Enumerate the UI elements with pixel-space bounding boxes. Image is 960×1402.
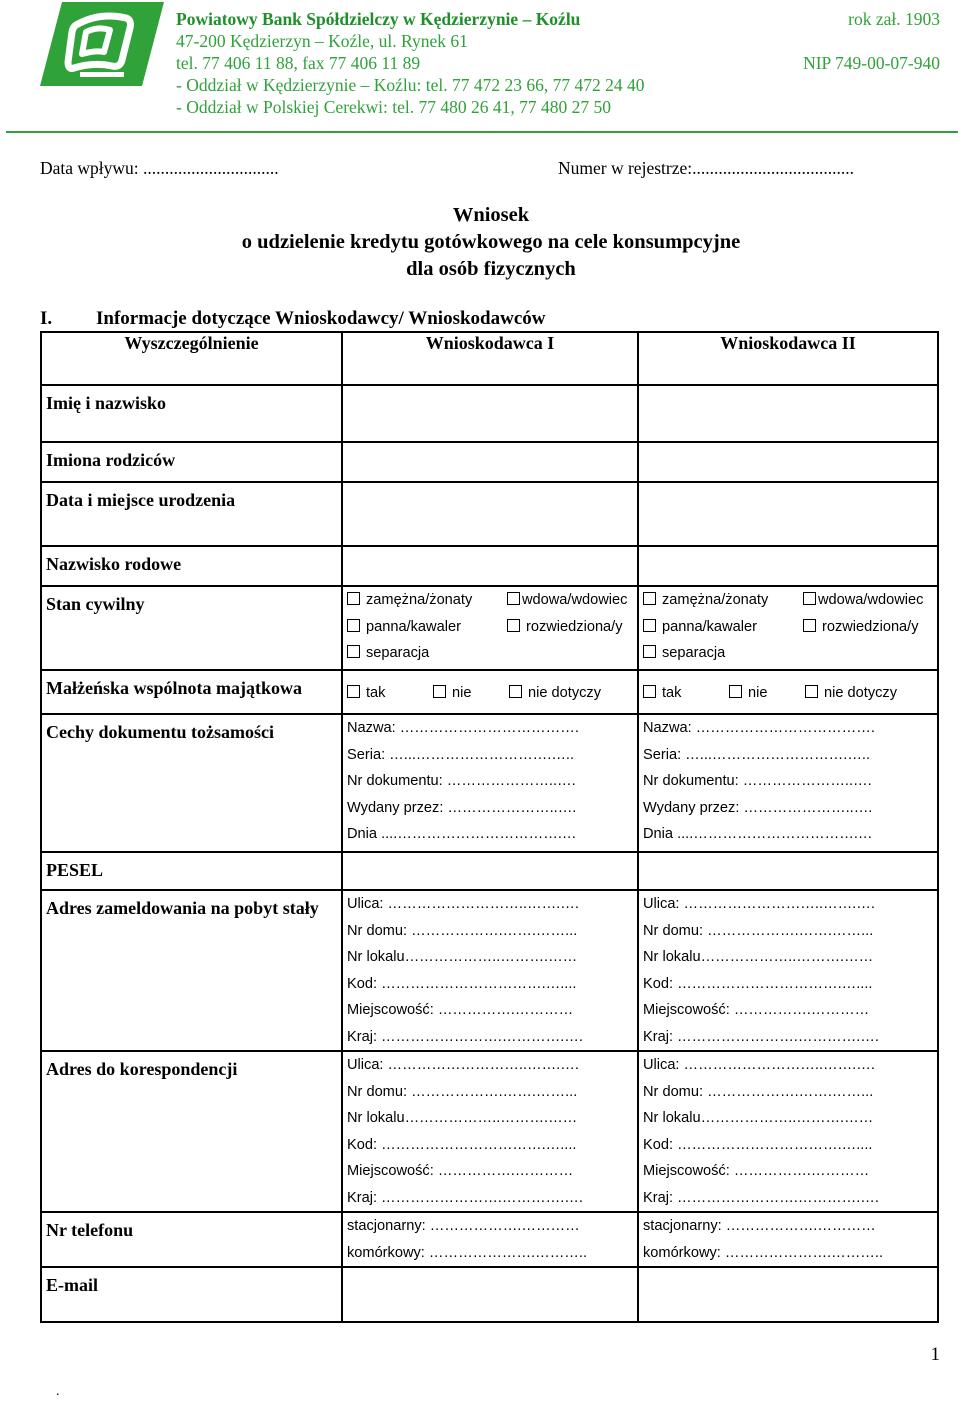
bank-name: Powiatowy Bank Spółdzielczy w Kędzierzynie – Koźlu (176, 9, 581, 29)
section-heading (40, 308, 546, 330)
title-line-3: dla osób fizycznych (406, 258, 576, 280)
bank-logo-icon (40, 2, 164, 86)
marital-option[interactable]: wdowa/wdowiec (803, 587, 939, 614)
checkbox-icon[interactable] (509, 685, 522, 698)
house-number-field[interactable]: Nr domu: ……………….…….……... (347, 1083, 578, 1100)
applicant-1-email[interactable] (342, 1267, 638, 1322)
id-number-field[interactable]: Nr dokumentu: …………………..…. (347, 773, 576, 789)
applicant-1-id-document (342, 714, 638, 852)
bank-phone: tel. 77 406 11 88, fax 77 406 11 89 (176, 53, 421, 73)
street-field[interactable]: Ulica: ………………………..…….…. (643, 896, 875, 912)
postal-code-field[interactable]: Kod: …………………………….….... (643, 975, 873, 992)
id-date-field[interactable]: Dnia ....…………………………….… (347, 826, 577, 842)
table-header-row (41, 332, 938, 385)
branch-kedzierzyn: - Oddział w Kędzierzynie – Koźlu: tel. 77 472 23 66, 77 472 24 40 (176, 75, 645, 95)
applicant-2-address-permanent (638, 890, 938, 1051)
country-field[interactable]: Kraj: …………………….………….…. (643, 1028, 879, 1045)
table-row (41, 852, 938, 890)
label-address-permanent: Adres zameldowania na pobyt stały (41, 890, 342, 1051)
checkbox-icon[interactable] (643, 592, 656, 605)
applicant-1-family-name[interactable] (342, 546, 638, 586)
postal-code-field[interactable]: Kod: …………………………….….... (643, 1136, 873, 1153)
applicant-2-address-correspondence (638, 1051, 938, 1212)
property-option[interactable]: nie (433, 680, 509, 707)
house-number-field[interactable]: Nr domu: ……………….…….……... (643, 1083, 874, 1100)
intake-date-field[interactable]: Data wpływu: ............................... (40, 158, 279, 178)
label-marital: Stan cywilny (41, 586, 342, 670)
checkbox-icon[interactable] (507, 619, 520, 632)
applicant-2-phone (638, 1212, 938, 1267)
applicant-info-table (40, 331, 939, 1323)
country-field[interactable]: Kraj: …………………….………….…. (643, 1189, 879, 1206)
applicant-2-family-name[interactable] (638, 546, 938, 586)
table-row (41, 714, 938, 852)
applicant-1-marital (342, 586, 638, 670)
applicant-1-birth[interactable] (342, 482, 638, 546)
property-option[interactable]: tak (347, 680, 433, 707)
marital-option[interactable]: rozwiedziona/y (803, 614, 939, 641)
checkbox-icon[interactable] (433, 685, 446, 698)
label-birth: Data i miejsce urodzenia (41, 482, 342, 546)
founded-year: rok zał. 1903 (848, 9, 940, 29)
applicant-2-id-document (638, 714, 938, 852)
apartment-field[interactable]: Nr lokalu………………..……….…… (347, 1110, 578, 1126)
property-option[interactable]: nie dotyczy (509, 680, 601, 707)
house-number-field[interactable]: Nr domu: ……………….…….……... (347, 922, 578, 939)
applicant-2-email[interactable] (638, 1267, 938, 1322)
id-name-field[interactable]: Nazwa: ………………………………. (643, 720, 875, 736)
table-row (41, 442, 938, 482)
applicant-1-parents[interactable] (342, 442, 638, 482)
applicant-2-property (638, 670, 938, 714)
marital-option[interactable]: panna/kawaler (643, 614, 803, 641)
header-applicant-2: Wnioskodawca II (638, 332, 938, 385)
checkbox-icon[interactable] (347, 619, 360, 632)
register-number-field[interactable]: Numer w rejestrze:..................................... (558, 158, 854, 178)
checkbox-icon[interactable] (347, 685, 360, 698)
id-name-field[interactable]: Nazwa: ………………………………. (347, 720, 579, 736)
table-row (41, 890, 938, 1051)
applicant-2-name[interactable] (638, 385, 938, 442)
apartment-field[interactable]: Nr lokalu………………..……….…… (643, 1110, 874, 1126)
marital-option[interactable]: separacja (643, 640, 803, 667)
checkbox-icon[interactable] (805, 685, 818, 698)
table-row (41, 385, 938, 442)
marital-option[interactable]: zamężna/żonaty (643, 587, 803, 614)
property-option[interactable]: nie (729, 680, 805, 707)
marital-option[interactable]: wdowa/wdowiec (507, 587, 643, 614)
label-parents: Imiona rodziców (41, 442, 342, 482)
applicant-2-birth[interactable] (638, 482, 938, 546)
city-field[interactable]: Miejscowość: …………….………… (347, 1163, 574, 1179)
label-family-name: Nazwisko rodowe (41, 546, 342, 586)
applicant-2-pesel[interactable] (638, 852, 938, 890)
landline-field[interactable]: stacjonarny: ……………….………… (347, 1218, 580, 1234)
marital-option[interactable]: rozwiedziona/y (507, 614, 643, 641)
label-phone: Nr telefonu (41, 1212, 342, 1267)
bank-address: 47-200 Kędzierzyn – Koźle, ul. Rynek 61 (176, 31, 468, 51)
applicant-1-pesel[interactable] (342, 852, 638, 890)
label-pesel: PESEL (41, 852, 342, 890)
checkbox-icon[interactable] (347, 592, 360, 605)
label-property: Małżeńska wspólnota majątkowa (41, 670, 342, 714)
applicant-1-address-permanent (342, 890, 638, 1051)
header-divider (6, 131, 958, 133)
letterhead (0, 0, 960, 134)
section-number: I. (40, 308, 53, 329)
header-specification: Wyszczególnienie (41, 332, 342, 385)
checkbox-icon[interactable] (347, 645, 360, 658)
property-option[interactable]: nie dotyczy (805, 680, 897, 707)
property-option[interactable]: tak (643, 680, 729, 707)
marital-option[interactable]: zamężna/żonaty (347, 587, 507, 614)
apartment-field[interactable]: Nr lokalu………………..……….…… (347, 949, 578, 965)
label-name: Imię i nazwisko (41, 385, 342, 442)
applicant-1-name[interactable] (342, 385, 638, 442)
applicant-2-marital (638, 586, 938, 670)
table-row (41, 670, 938, 714)
label-id-document: Cechy dokumentu tożsamości (41, 714, 342, 852)
postal-code-field[interactable]: Kod: …………………………….….... (347, 975, 577, 992)
bank-identifiers (803, 8, 940, 74)
landline-field[interactable]: stacjonarny: ……………….………… (643, 1218, 876, 1234)
table-row (41, 586, 938, 670)
applicant-1-property (342, 670, 638, 714)
bank-address-block (176, 8, 645, 118)
id-issuer-field[interactable]: Wydany przez: …………………..…. (643, 799, 873, 816)
title-line-1: Wniosek (452, 204, 530, 226)
city-field[interactable]: Miejscowość: …………….………… (347, 1002, 574, 1018)
id-number-field[interactable]: Nr dokumentu: …………………..…. (643, 773, 872, 789)
checkbox-icon[interactable] (643, 619, 656, 632)
table-row (41, 1212, 938, 1267)
id-series-field[interactable]: Seria: …...……………………….….. (643, 746, 871, 763)
document-title (0, 202, 960, 283)
applicant-1-address-correspondence (342, 1051, 638, 1212)
header-applicant-1: Wnioskodawca I (342, 332, 638, 385)
street-field[interactable]: Ulica: ………………………..…….…. (347, 1057, 579, 1073)
street-field[interactable]: Ulica: ………………………..…….…. (347, 896, 579, 912)
table-row (41, 482, 938, 546)
footer-mark: . (56, 1384, 60, 1399)
checkbox-icon[interactable] (507, 592, 520, 605)
street-field[interactable]: Ulica: ………………………..…….…. (643, 1057, 875, 1073)
label-address-correspondence: Adres do korespondencji (41, 1051, 342, 1212)
checkbox-icon[interactable] (643, 685, 656, 698)
checkbox-icon[interactable] (803, 592, 816, 605)
applicant-1-phone (342, 1212, 638, 1267)
apartment-field[interactable]: Nr lokalu………………..……….…… (643, 949, 874, 965)
mobile-field[interactable]: komórkowy: ………………….……….. (643, 1244, 884, 1261)
checkbox-icon[interactable] (803, 619, 816, 632)
nip-number: NIP 749-00-07-940 (803, 53, 940, 73)
label-email: E-mail (41, 1267, 342, 1322)
marital-option[interactable]: separacja (347, 640, 507, 667)
country-field[interactable]: Kraj: …………………….………….…. (347, 1189, 583, 1206)
table-row (41, 546, 938, 586)
branch-polska-cerekiew: - Oddział w Polskiej Cerekwi: tel. 77 480 26 41, 77 480 27 50 (176, 97, 612, 117)
title-line-2: o udzielenie kredytu gotówkowego na cele konsumpcyjne (241, 231, 741, 253)
checkbox-icon[interactable] (729, 685, 742, 698)
applicant-2-parents[interactable] (638, 442, 938, 482)
postal-code-field[interactable]: Kod: …………………………….….... (347, 1136, 577, 1153)
city-field[interactable]: Miejscowość: …………….………… (643, 1002, 870, 1018)
mobile-field[interactable]: komórkowy: ………………….……….. (347, 1244, 588, 1261)
checkbox-icon[interactable] (643, 645, 656, 658)
id-date-field[interactable]: Dnia ....…………………………….… (643, 826, 873, 842)
section-title: Informacje dotyczące Wnioskodawcy/ Wnioskodawców (96, 308, 546, 329)
table-row (41, 1267, 938, 1322)
city-field[interactable]: Miejscowość: …………….………… (643, 1163, 870, 1179)
id-series-field[interactable]: Seria: …...……………………….….. (347, 746, 575, 763)
country-field[interactable]: Kraj: …………………….………….…. (347, 1028, 583, 1045)
id-issuer-field[interactable]: Wydany przez: …………………..…. (347, 799, 577, 816)
page-number: 1 (930, 1344, 940, 1365)
marital-option[interactable]: panna/kawaler (347, 614, 507, 641)
table-row (41, 1051, 938, 1212)
house-number-field[interactable]: Nr domu: ……………….…….……... (643, 922, 874, 939)
